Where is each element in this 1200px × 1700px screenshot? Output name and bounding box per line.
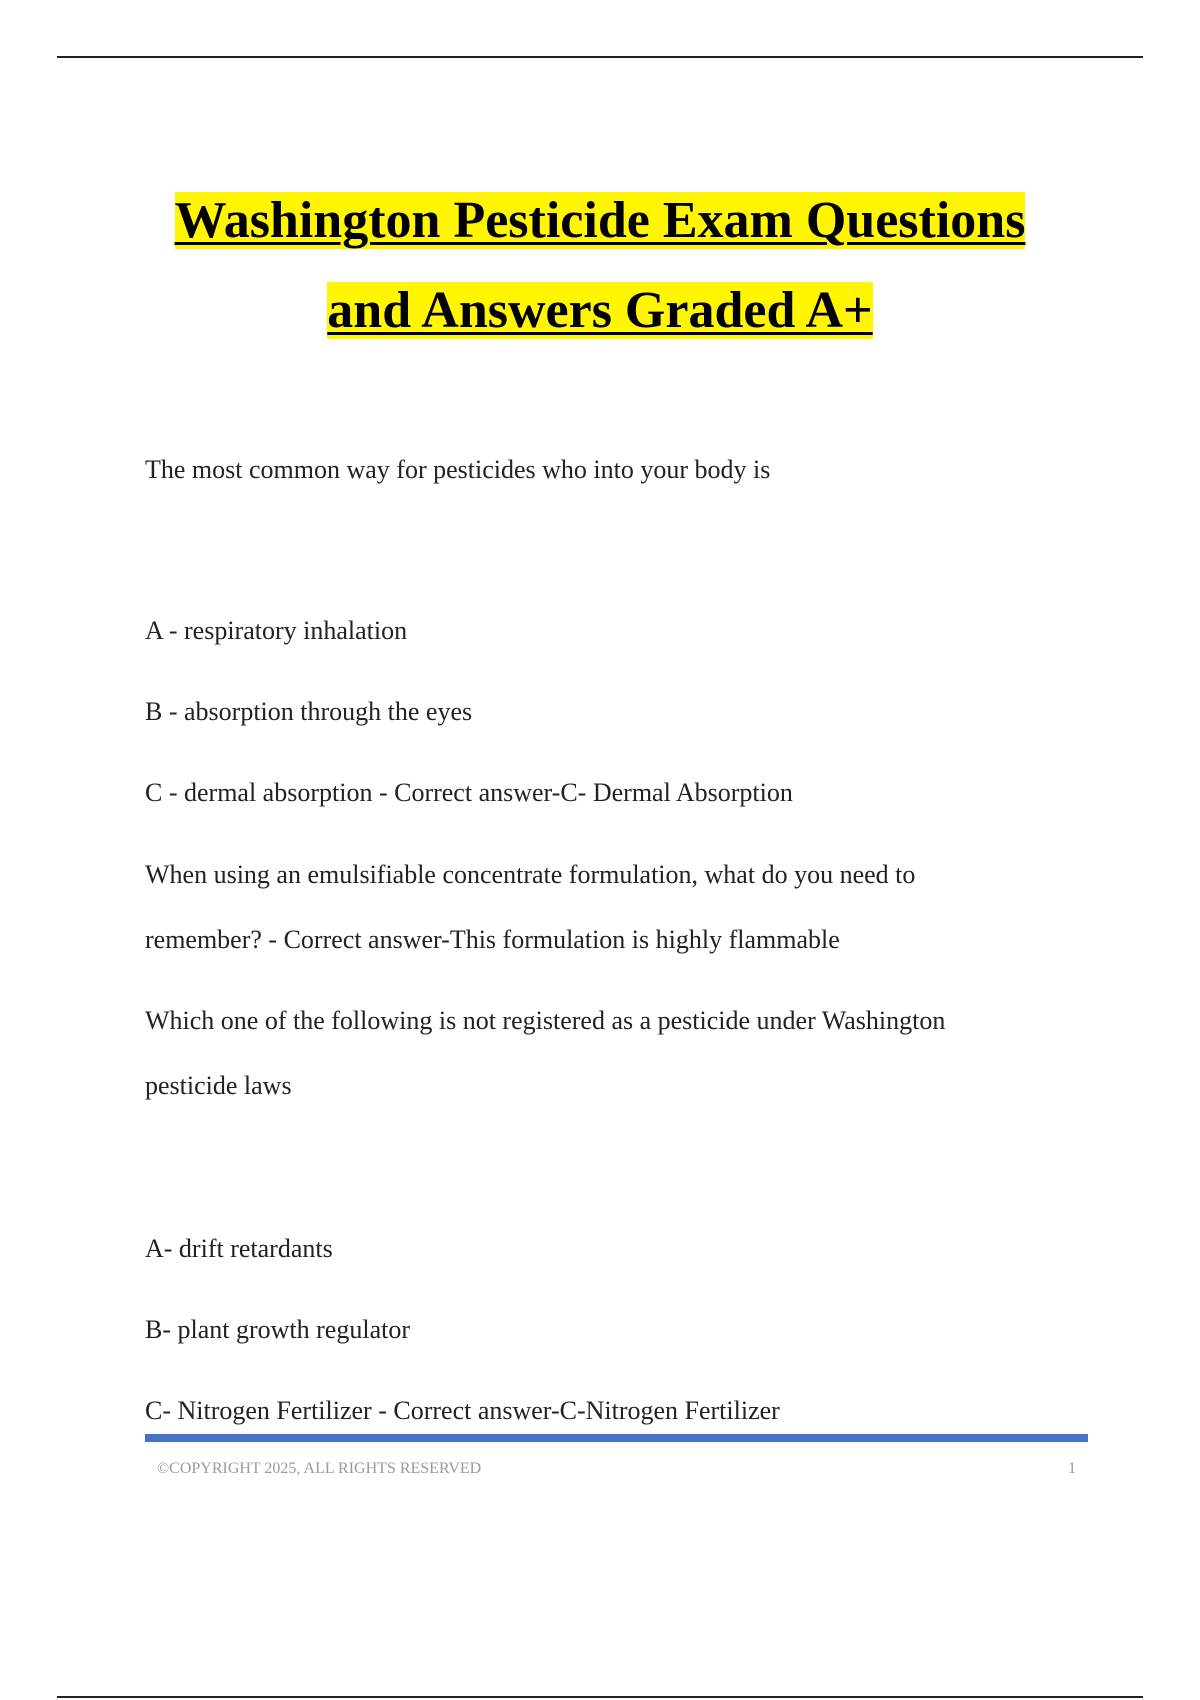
question-3-option-a: A- drift retardants	[145, 1234, 333, 1263]
title-line-2: and Answers Graded A+	[327, 282, 873, 339]
question-3-text-line-2: pesticide laws	[145, 1071, 292, 1100]
question-1-option-b: B - absorption through the eyes	[145, 697, 473, 726]
bottom-rule	[57, 1696, 1143, 1698]
question-1-option-a: A - respiratory inhalation	[145, 616, 408, 645]
question-2-text-line-2-answer: remember? - Correct answer-This formulation is highly flammable	[145, 925, 840, 954]
question-2-text-line-1: When using an emulsifiable concentrate formulation, what do you need to	[145, 860, 916, 889]
footer-bar	[145, 1434, 1088, 1442]
title-line-1: Washington Pesticide Exam Questions	[174, 192, 1026, 249]
question-3-option-c-answer: C- Nitrogen Fertilizer - Correct answer-C-Nitrogen Fertilizer	[145, 1396, 780, 1425]
footer-page-number: 1	[1068, 1460, 1076, 1477]
top-rule	[57, 56, 1143, 58]
question-1-option-c-answer: C - dermal absorption - Correct answer-C- Dermal Absorption	[145, 778, 793, 807]
question-3-option-b: B- plant growth regulator	[145, 1315, 410, 1344]
document-title	[0, 176, 1200, 356]
footer-copyright: ©COPYRIGHT 2025, ALL RIGHTS RESERVED	[157, 1460, 482, 1477]
question-1-text: The most common way for pesticides who into your body is	[145, 455, 771, 484]
question-3-text-line-1: Which one of the following is not registered as a pesticide under Washington	[145, 1006, 946, 1035]
